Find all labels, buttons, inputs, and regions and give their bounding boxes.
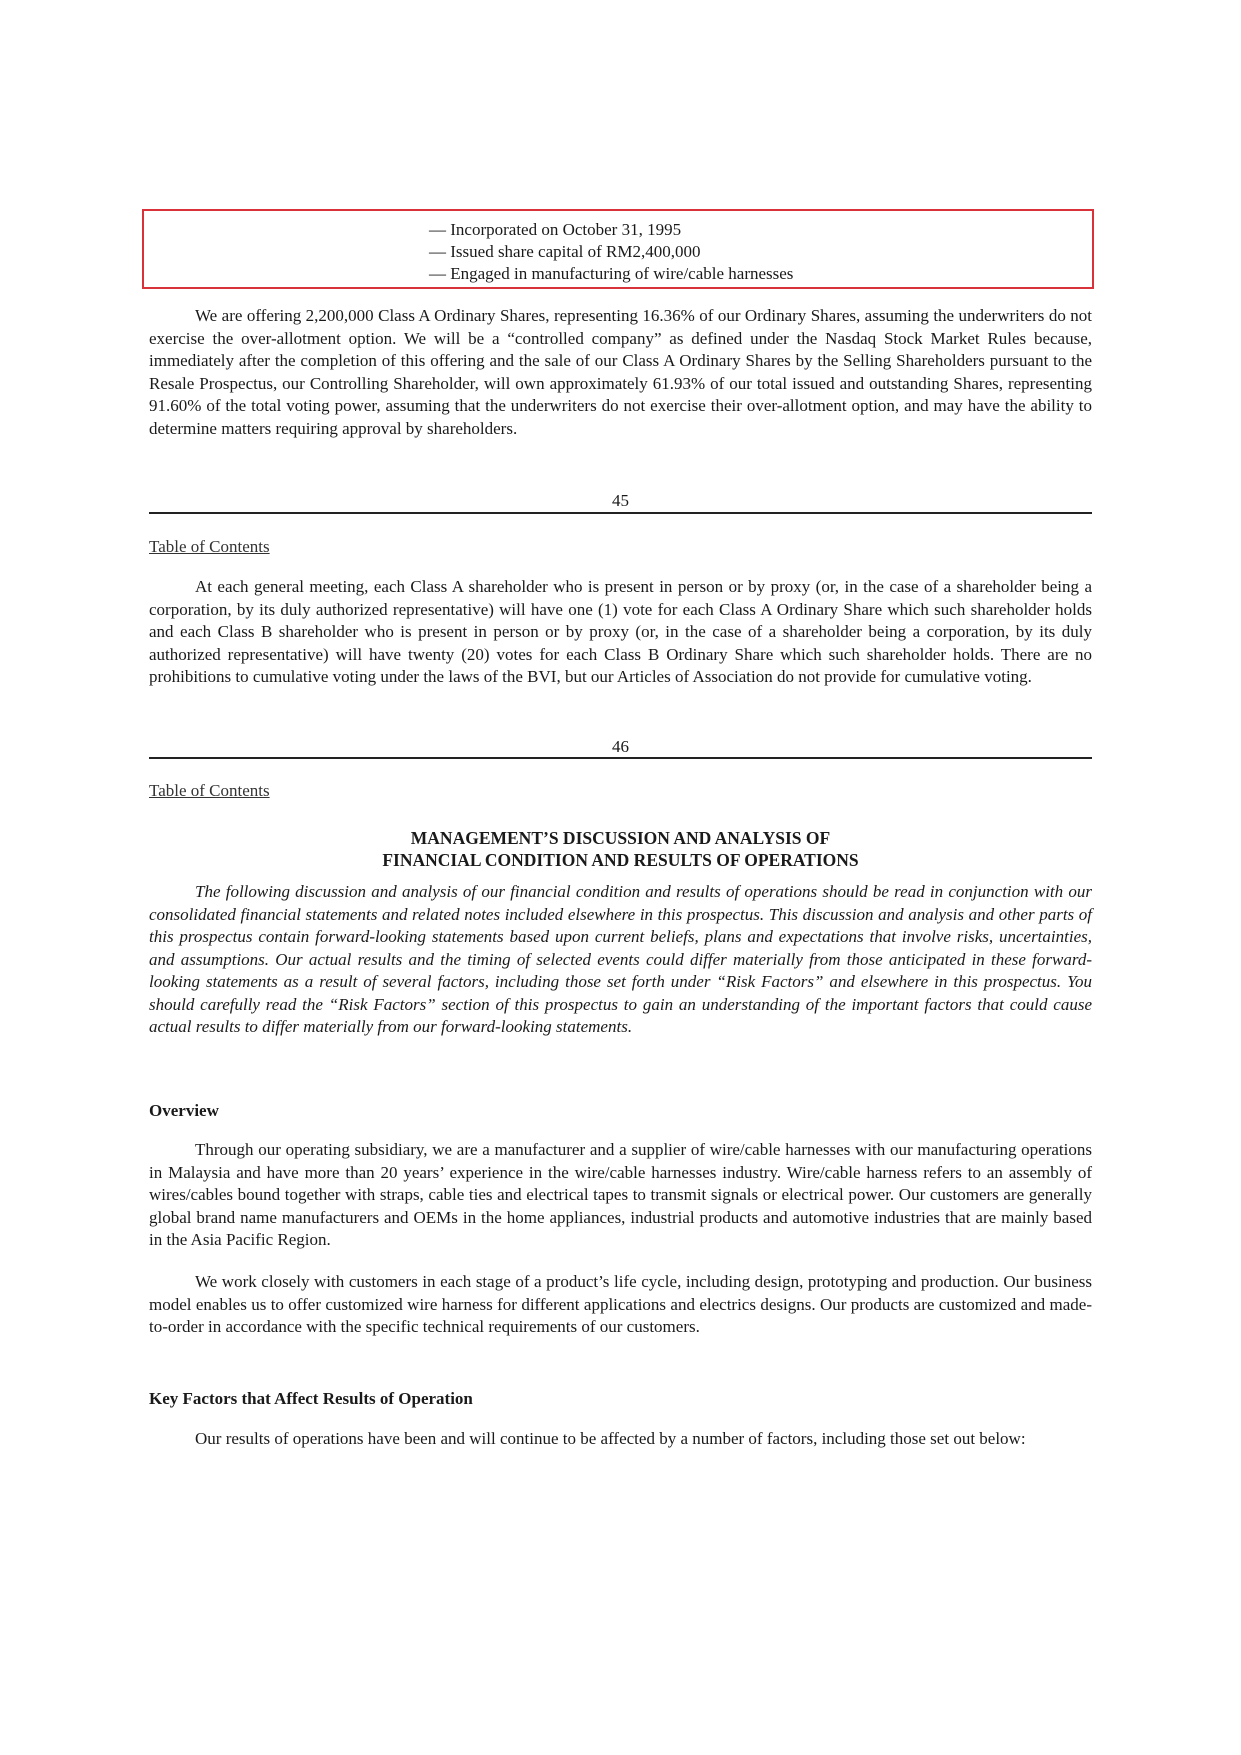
voting-paragraph: At each general meeting, each Class A shareholder who is present in person or by proxy (or, in the case of a shareholder being a corporation, by its duly authorized representative) will have one (1) vote for each Class A Ordinary Share which such shareholder holds and each Class B shareholder who is present in person or by proxy (or, in the case of a shareholder being a corporation, by its duly authorized representative) will have twenty (20) votes for each Class B Ordinary Share which such shareholder holds. There are no prohibitions to cumulative voting under the laws of the BVI, but our Articles of Association do not provide for cumulative voting. — [149, 577, 1092, 686]
overview-paragraph-1: Through our operating subsidiary, we are a manufacturer and a supplier of wire/cable harnesses with our manufacturing operations in Malaysia and have more than 20 years’ experience in the wire/cable harnesses industry. Wire/cable harness refers to an assembly of wires/cables bound together with straps, cable ties and electrical tapes to transmit signals or electrical power. Our customers are generally global brand name manufacturers and OEMs in the home appliances, industrial products and automotive industries that are mainly based in the Asia Pacific Region. — [149, 1140, 1092, 1249]
mdna-title-line-1: MANAGEMENT’S DISCUSSION AND ANALYSIS OF — [410, 828, 831, 848]
forward-looking-intro: The following discussion and analysis of our financial condition and results of operations should be read in conjunction with our consolidated financial statements and related notes included elsewhere in this prospectus. This discussion and analysis and other parts of this prospectus contain forward-looking statements based upon current beliefs, plans and expectations that involve risks, uncertainties, and assumptions. Our actual results and the timing of selected events could differ materially from those anticipated in these forward-looking statements as a result of several factors, including those set forth under “Risk Factors” and elsewhere in this prospectus. You should carefully read the “Risk Factors” section of this prospectus to gain an understanding of the important factors that could cause actual results to differ materially from our forward-looking statements. — [149, 882, 1092, 1036]
box-line-engaged: — Engaged in manufacturing of wire/cable harnesses — [429, 264, 794, 283]
key-factors-paragraph: Our results of operations have been and will continue to be affected by a number of factors, including those set out below: — [195, 1429, 1026, 1448]
page-number-45: 45 — [612, 491, 629, 510]
table-of-contents-link[interactable]: Table of Contents — [149, 537, 270, 556]
overview-paragraph-2: We work closely with customers in each stage of a product’s life cycle, including design, prototyping and production. Our business model enables us to offer customized wire harness for different applications and electrics designs. Our products are customized and made-to-order in accordance with the specific technical requirements of our customers. — [149, 1272, 1092, 1336]
key-factors-heading: Key Factors that Affect Results of Operation — [149, 1389, 473, 1408]
box-line-share-capital: — Issued share capital of RM2,400,000 — [429, 242, 701, 261]
overview-heading: Overview — [149, 1101, 219, 1120]
mdna-title-line-2: FINANCIAL CONDITION AND RESULTS OF OPERATIONS — [382, 850, 859, 870]
offering-paragraph: We are offering 2,200,000 Class A Ordinary Shares, representing 16.36% of our Ordinary Shares, assuming the underwriters do not exercise the over-allotment option. We will be a “controlled company” as defined under the Nasdaq Stock Market Rules because, immediately after the completion of this offering and the sale of our Class A Ordinary Shares by the Selling Shareholders pursuant to the Resale Prospectus, our Controlling Shareholder, will own approximately 61.93% of our total issued and outstanding Shares, representing 91.60% of the total voting power, assuming that the underwriters do not exercise their over-allotment option, and may have the ability to determine matters requiring approval by shareholders. — [149, 306, 1092, 438]
page-divider-46 — [149, 757, 1092, 759]
box-line-incorporated: — Incorporated on October 31, 1995 — [429, 220, 682, 239]
page-number-46: 46 — [612, 737, 629, 756]
table-of-contents-link[interactable]: Table of Contents — [149, 781, 270, 800]
page-divider-45 — [149, 512, 1092, 514]
company-info-lines — [429, 219, 793, 285]
company-info-box — [142, 209, 1094, 289]
